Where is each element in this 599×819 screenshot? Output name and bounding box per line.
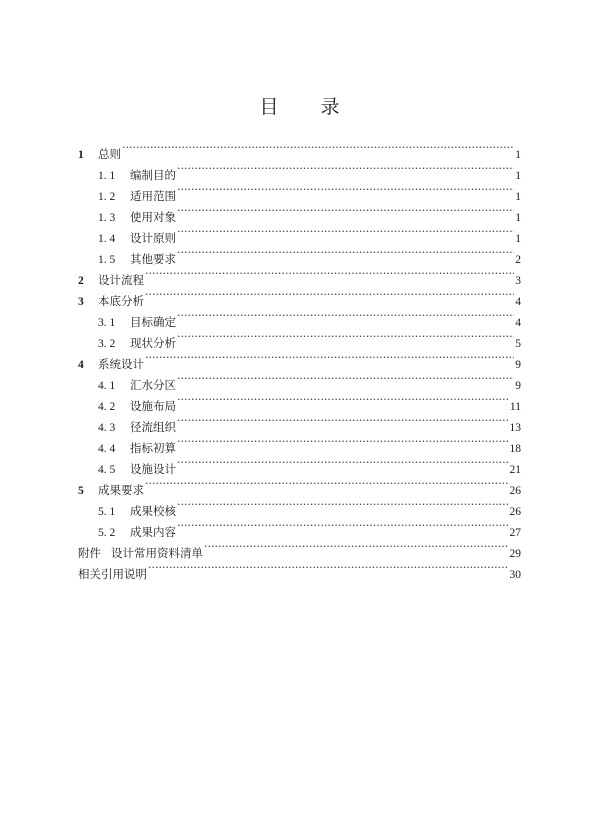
toc-entry-number: 1. 2 xyxy=(98,191,116,203)
toc-entry-number: 3. 2 xyxy=(98,338,116,350)
toc-entry-page-number: 1 xyxy=(515,170,521,182)
toc-leader-dots xyxy=(177,242,514,263)
toc-entry-number: 4. 5 xyxy=(98,464,116,476)
toc-leader-dots xyxy=(177,494,509,515)
toc-entry-page-number: 3 xyxy=(515,275,521,287)
toc-title-char-1: 目 xyxy=(259,96,279,118)
toc-entry-page-number: 4 xyxy=(515,296,521,308)
toc-leader-dots xyxy=(177,200,514,221)
toc-entry-number: 1 xyxy=(78,149,84,161)
toc-leader-dots xyxy=(177,515,509,536)
table-of-contents xyxy=(78,137,521,581)
toc-entry-label: 径流组织 xyxy=(130,420,176,434)
toc-entry[interactable] xyxy=(78,347,521,371)
toc-entry-page-number: 4 xyxy=(515,317,521,329)
toc-leader-dots xyxy=(204,536,509,557)
toc-entry-number: 5. 2 xyxy=(98,527,116,539)
toc-entry-number: 1. 5 xyxy=(98,254,116,266)
toc-leader-dots xyxy=(177,305,514,326)
toc-leader-dots xyxy=(177,452,509,473)
toc-entry-label: 设施设计 xyxy=(130,462,176,476)
toc-entry[interactable] xyxy=(78,368,521,392)
toc-entry-number: 4. 3 xyxy=(98,422,116,434)
toc-entry-label: 系统设计 xyxy=(98,357,144,371)
toc-entry-number: 4. 1 xyxy=(98,380,116,392)
toc-entry-page-number: 26 xyxy=(509,485,521,497)
toc-leader-dots xyxy=(122,137,514,158)
toc-entry-label: 总则 xyxy=(98,147,121,161)
toc-leader-dots xyxy=(177,368,514,389)
toc-leader-dots xyxy=(145,473,509,494)
toc-entry[interactable] xyxy=(78,473,521,497)
toc-entry-label: 相关引用说明 xyxy=(78,567,147,581)
toc-entry-page-number: 2 xyxy=(515,254,521,266)
toc-entry-page-number: 21 xyxy=(509,464,521,476)
toc-entry-number: 1. 4 xyxy=(98,233,116,245)
toc-entry-label: 设计流程 xyxy=(98,273,144,287)
toc-entry-page-number: 18 xyxy=(509,443,521,455)
toc-entry-label: 指标初算 xyxy=(130,441,176,455)
toc-entry-label: 使用对象 xyxy=(130,210,176,224)
toc-entry-number: 3. 1 xyxy=(98,317,116,329)
toc-title-char-2: 录 xyxy=(320,96,340,118)
toc-entry-number: 2 xyxy=(78,275,84,287)
toc-entry[interactable] xyxy=(78,494,521,518)
toc-leader-dots xyxy=(177,221,514,242)
toc-entry-number: 4 xyxy=(78,359,84,371)
toc-entry-label: 汇水分区 xyxy=(130,378,176,392)
toc-entry-page-number: 1 xyxy=(515,233,521,245)
toc-leader-dots xyxy=(177,158,514,179)
toc-entry[interactable] xyxy=(78,158,521,182)
toc-entry[interactable] xyxy=(78,137,521,161)
toc-entry-number: 附件 xyxy=(78,548,101,560)
toc-entry-label: 成果校核 xyxy=(130,504,176,518)
toc-leader-dots xyxy=(177,410,509,431)
toc-entry-label: 编制目的 xyxy=(130,168,176,182)
toc-entry-page-number: 1 xyxy=(515,191,521,203)
toc-entry[interactable] xyxy=(78,284,521,308)
toc-entry[interactable] xyxy=(78,305,521,329)
toc-entry-label: 设计原则 xyxy=(130,231,176,245)
toc-entry-number: 1. 1 xyxy=(98,170,116,182)
toc-entry-page-number: 27 xyxy=(509,527,521,539)
toc-leader-dots xyxy=(177,431,509,452)
toc-leader-dots xyxy=(177,179,514,200)
toc-entry-number: 1. 3 xyxy=(98,212,116,224)
toc-title xyxy=(0,92,599,119)
toc-entry-page-number: 9 xyxy=(515,359,521,371)
toc-entry-label: 目标确定 xyxy=(130,315,176,329)
toc-entry-page-number: 1 xyxy=(515,212,521,224)
toc-leader-dots xyxy=(145,284,514,305)
toc-entry-label: 设施布局 xyxy=(130,399,176,413)
toc-entry-page-number: 9 xyxy=(515,380,521,392)
toc-entry-label: 成果内容 xyxy=(130,525,176,539)
toc-entry-number: 3 xyxy=(78,296,84,308)
toc-entry-page-number: 5 xyxy=(515,338,521,350)
toc-entry-label: 适用范围 xyxy=(130,189,176,203)
toc-entry-number: 5. 1 xyxy=(98,506,116,518)
toc-entry-label: 设计常用资料清单 xyxy=(111,546,203,560)
toc-entry-number: 4. 2 xyxy=(98,401,116,413)
toc-entry-label: 现状分析 xyxy=(130,336,176,350)
toc-entry-label: 成果要求 xyxy=(98,483,144,497)
toc-entry[interactable] xyxy=(78,263,521,287)
toc-entry-label: 本底分析 xyxy=(98,294,144,308)
toc-entry-label: 其他要求 xyxy=(130,252,176,266)
toc-entry-page-number: 26 xyxy=(509,506,521,518)
toc-leader-dots xyxy=(148,557,509,578)
toc-entry-page-number: 1 xyxy=(515,149,521,161)
toc-leader-dots xyxy=(145,347,514,368)
toc-leader-dots xyxy=(145,263,514,284)
toc-leader-dots xyxy=(177,389,509,410)
toc-entry-page-number: 13 xyxy=(509,422,521,434)
toc-entry-page-number: 11 xyxy=(509,401,521,413)
toc-entry-page-number: 30 xyxy=(509,569,521,581)
toc-leader-dots xyxy=(177,326,514,347)
toc-entry-page-number: 29 xyxy=(509,548,521,560)
toc-entry-number: 5 xyxy=(78,485,84,497)
toc-entry-number: 4. 4 xyxy=(98,443,116,455)
